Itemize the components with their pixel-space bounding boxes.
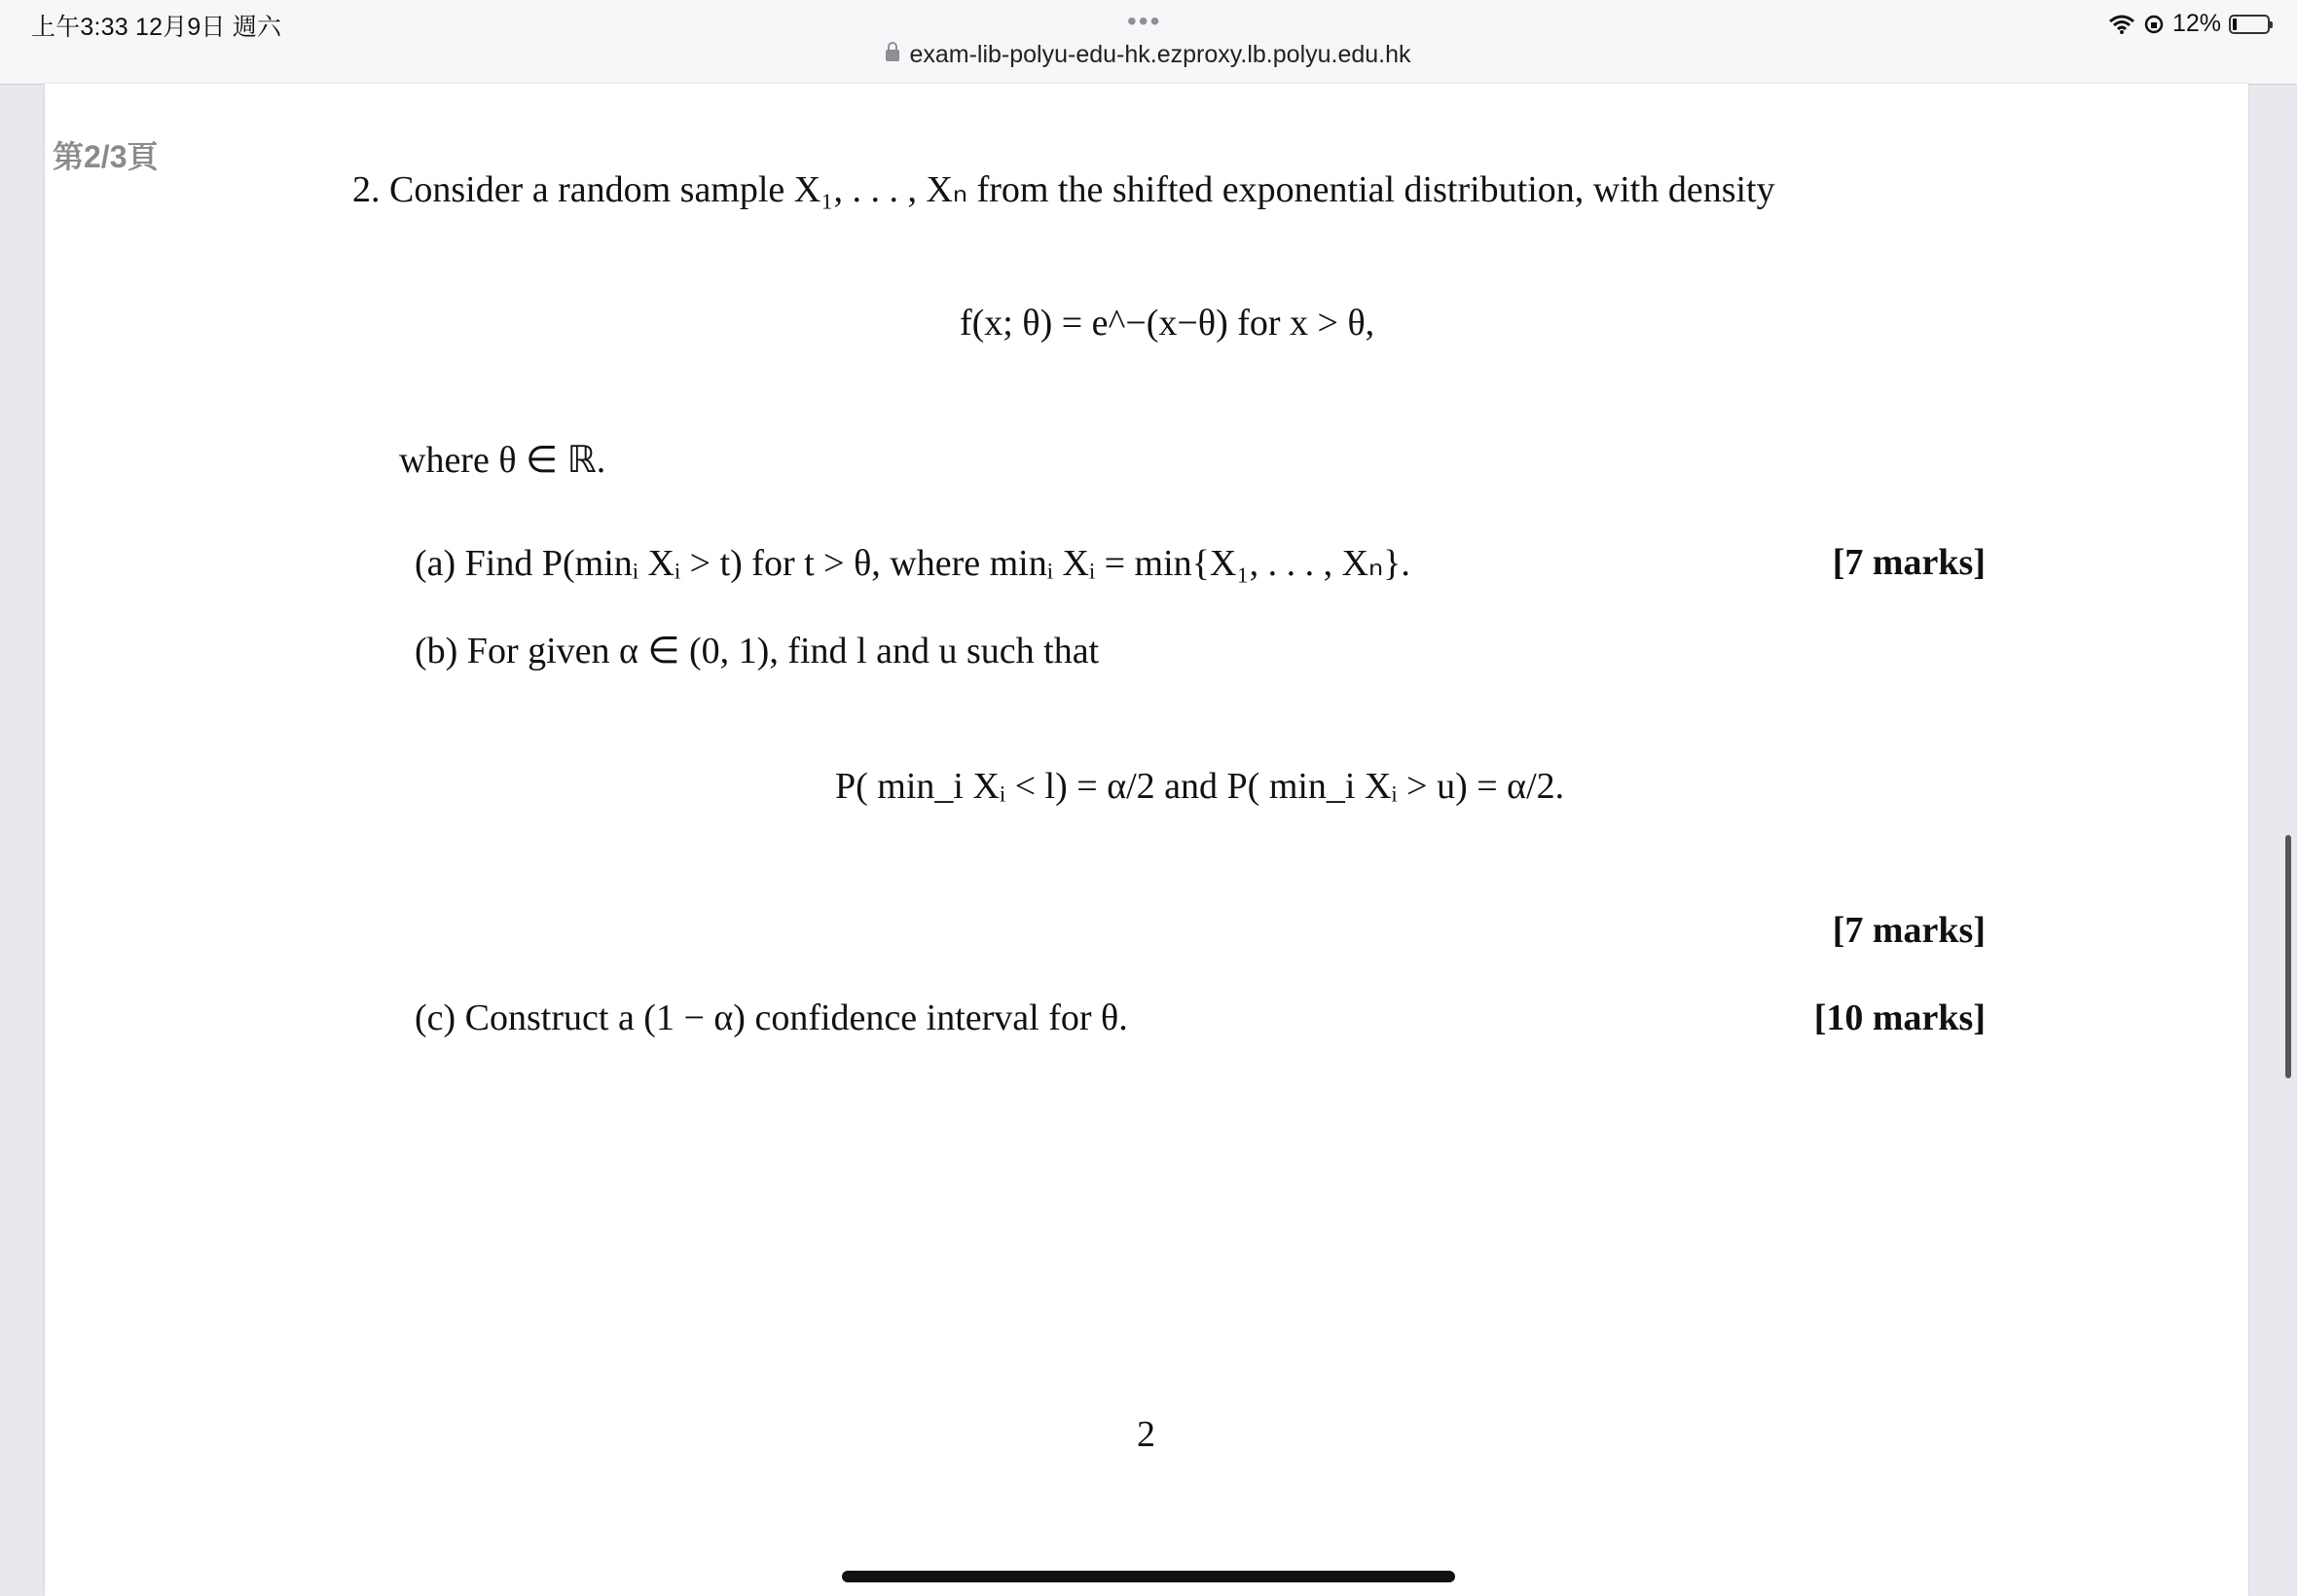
scrollbar[interactable] — [2285, 835, 2291, 1078]
part-b-equation: P( min_i Xᵢ < l) = α/2 and P( min_i Xᵢ > u) = α/2. — [835, 766, 1565, 807]
page-indicator: 第2/3頁 — [53, 132, 159, 177]
wifi-icon — [2108, 14, 2135, 35]
question-intro: 2. Consider a random sample X₁, . . . , Xₙ from the shifted exponential distribution, with density — [352, 169, 1775, 210]
url-bar[interactable] — [0, 41, 2297, 69]
home-indicator[interactable] — [842, 1571, 1455, 1582]
more-dots-icon[interactable]: ••• — [1127, 6, 1162, 36]
part-b-marks: [7 marks] — [1832, 910, 1986, 951]
lock-icon — [886, 50, 899, 61]
status-right — [2108, 10, 2270, 38]
part-a-text: (a) Find P(minᵢ Xᵢ > t) for t > θ, where minᵢ Xᵢ = min{X₁, . . . , Xₙ}. — [415, 543, 1410, 584]
battery-icon — [2229, 15, 2270, 34]
status-bar — [0, 0, 2297, 85]
parameter-space: where θ ∈ ℝ. — [399, 440, 606, 481]
status-time: 上午3:33 12月9日 週六 — [31, 14, 282, 41]
page-number: 2 — [1137, 1414, 1155, 1455]
part-c-marks: [10 marks] — [1813, 998, 1986, 1038]
orientation-lock-icon — [2143, 14, 2165, 35]
battery-percentage: 12% — [2171, 10, 2221, 37]
part-a-marks: [7 marks] — [1832, 542, 1986, 583]
url-text: exam-lib-polyu-edu-hk.ezproxy.lb.polyu.edu.hk — [909, 41, 1411, 68]
part-c-text: (c) Construct a (1 − α) confidence interval for θ. — [415, 998, 1128, 1038]
density-formula: f(x; θ) = e^−(x−θ) for x > θ, — [960, 303, 1375, 344]
part-b-text: (b) For given α ∈ (0, 1), find l and u such that — [415, 631, 1100, 671]
